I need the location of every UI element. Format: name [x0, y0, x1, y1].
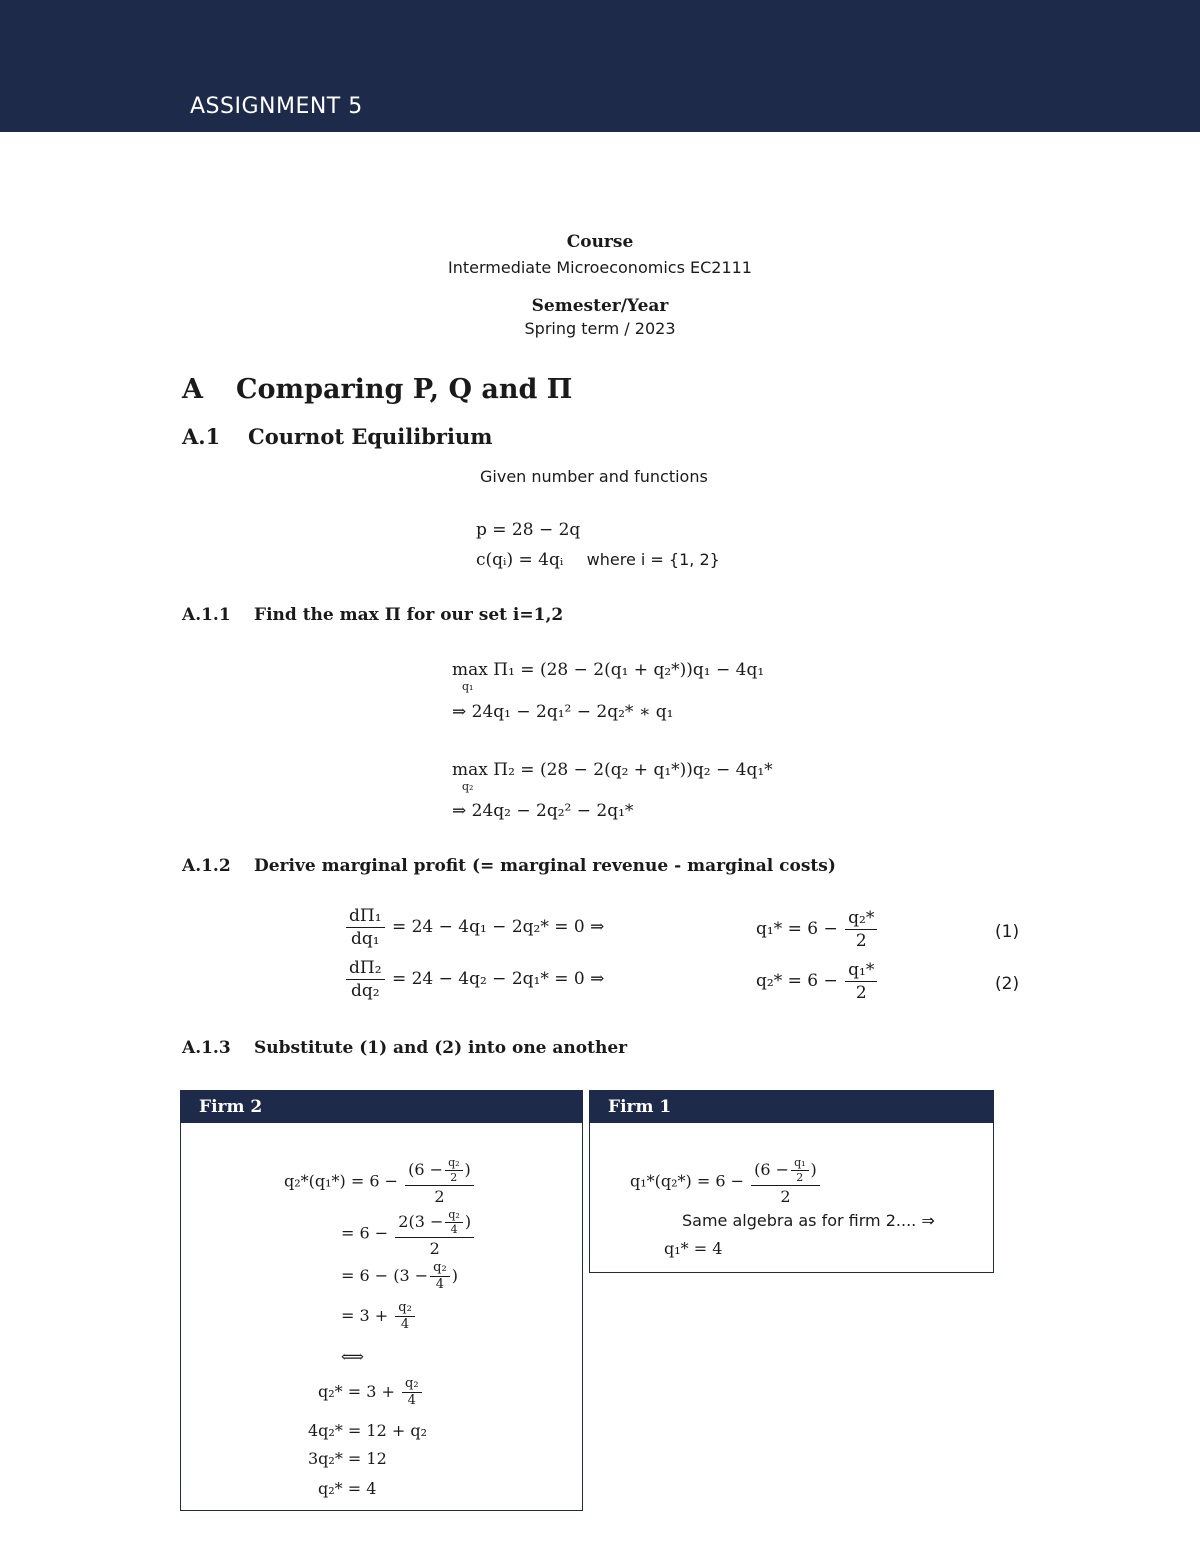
frac-denominator: 2 [796, 1171, 804, 1184]
profit-expansion-firm1: ⇒ 24q₁ − 2q₁² − 2q₂* ∗ q₁ [452, 702, 674, 722]
section-title: Comparing P, Q and Π [236, 374, 573, 405]
semester-label: Semester/Year [531, 296, 669, 316]
marginal-profit-eq2 [344, 958, 604, 1001]
max-subscript-q2: q₂ [462, 780, 474, 793]
firm1-box-header: Firm 1 [590, 1091, 993, 1123]
max-profit-firm2: max Π₂ = (28 − 2(q₂ + q₁*))q₂ − 4q₁* [452, 760, 773, 780]
line-text: ) [810, 1160, 817, 1179]
firm1-box [589, 1090, 994, 1273]
frac-numerator: q₂ [402, 1377, 422, 1393]
given-text: Given number and functions [480, 467, 708, 486]
frac-numerator: q₂ [445, 1209, 462, 1223]
where-clause: where i = {1, 2} [586, 550, 720, 569]
line-text: q₂*(q₁*) = 6 − [284, 1171, 399, 1191]
subsubsection-title: Find the max Π for our set i=1,2 [254, 605, 564, 625]
firm1-line1 [630, 1157, 822, 1207]
line-text: 2(3 − [398, 1212, 444, 1231]
line-text: ) [451, 1266, 458, 1285]
line-text: q₁*(q₂*) = 6 − [630, 1171, 745, 1191]
cost-function: c(qᵢ) = 4qᵢ [476, 550, 564, 570]
semester-value: Spring term / 2023 [524, 319, 676, 338]
subsection-title: Cournot Equilibrium [248, 424, 493, 449]
frac-denominator: 2 [780, 1187, 791, 1206]
frac-numerator: q₂ [445, 1157, 462, 1171]
firm2-line3 [341, 1261, 458, 1292]
eq2-right: q₂* = 6 − [756, 971, 838, 991]
subsubsection-heading-a12 [182, 856, 836, 876]
line-text: (6 − [754, 1160, 790, 1179]
profit-expansion-firm2: ⇒ 24q₂ − 2q₂² − 2q₁* [452, 801, 634, 821]
assignment-title: ASSIGNMENT 5 [190, 94, 363, 119]
eq1-left: = 24 − 4q₁ − 2q₂* = 0 ⇒ [391, 917, 605, 937]
firm2-line1 [284, 1157, 476, 1207]
line-text: = 6 − (3 − [341, 1266, 429, 1285]
firm2-line8: 3q₂* = 12 [308, 1449, 387, 1468]
subsubsection-number: A.1.1 [182, 605, 231, 625]
demand-equation: p = 28 − 2q [476, 520, 581, 540]
section-number: A [182, 374, 203, 405]
marginal-profit-eq1 [344, 906, 604, 949]
firm2-line6 [318, 1377, 424, 1408]
frac-denominator: 4 [407, 1393, 416, 1408]
line-text: q₂* = 3 + [318, 1382, 395, 1401]
frac-denominator: 2 [429, 1239, 440, 1258]
frac-numerator: q₂ [430, 1261, 450, 1277]
frac-numerator: dΠ₁ [346, 906, 385, 928]
firm1-note: Same algebra as for firm 2.... ⇒ [682, 1211, 935, 1230]
subsubsection-title: Substitute (1) and (2) into one another [254, 1038, 628, 1058]
subsection-number: A.1 [182, 424, 221, 449]
line-text: ) [464, 1160, 471, 1179]
max-subscript-q1: q₁ [462, 680, 474, 693]
best-response-firm1 [756, 908, 879, 951]
subsubsection-heading-a11 [182, 605, 563, 625]
frac-denominator: dq₂ [350, 981, 380, 1001]
firm2-line9: q₂* = 4 [318, 1479, 377, 1498]
header-bar [0, 0, 1200, 132]
firm2-iff: ⟺ [341, 1347, 364, 1366]
line-text: ) [464, 1212, 472, 1231]
frac-numerator: dΠ₂ [346, 958, 385, 980]
line-text: (6 − [408, 1160, 444, 1179]
eq2-left: = 24 − 4q₂ − 2q₁* = 0 ⇒ [391, 969, 605, 989]
line-text: = 6 − [341, 1223, 389, 1243]
frac-denominator: dq₁ [350, 929, 380, 949]
frac-denominator: 2 [855, 983, 867, 1003]
frac-denominator: 4 [450, 1223, 458, 1236]
subsubsection-number: A.1.3 [182, 1038, 231, 1058]
firm2-line7: 4q₂* = 12 + q₂ [308, 1421, 428, 1440]
cost-equation [476, 550, 720, 570]
section-heading [182, 374, 572, 405]
firm2-box-header: Firm 2 [181, 1091, 582, 1123]
equation-number-1: (1) [995, 922, 1020, 942]
firm2-line4 [341, 1301, 417, 1332]
course-label: Course [566, 232, 634, 252]
frac-numerator: q₁ [791, 1157, 808, 1171]
firm2-box [180, 1090, 583, 1511]
subsubsection-title: Derive marginal profit (= marginal revenue - marginal costs) [254, 856, 836, 876]
equation-number-2: (2) [995, 974, 1020, 994]
course-value: Intermediate Microeconomics EC2111 [448, 258, 752, 277]
max-profit-firm1: max Π₁ = (28 − 2(q₁ + q₂*))q₁ − 4q₁ [452, 660, 765, 680]
line-text: = 3 + [341, 1306, 389, 1325]
frac-denominator: 2 [450, 1171, 458, 1184]
eq1-right: q₁* = 6 − [756, 919, 838, 939]
frac-denominator: 4 [435, 1277, 445, 1292]
frac-denominator: 4 [400, 1317, 410, 1332]
subsection-heading [182, 424, 492, 449]
frac-numerator: q₂ [395, 1301, 415, 1317]
frac-numerator: q₁* [845, 960, 877, 982]
frac-denominator: 2 [855, 931, 867, 951]
frac-denominator: 2 [434, 1187, 445, 1206]
subsubsection-number: A.1.2 [182, 856, 231, 876]
frac-numerator: q₂* [845, 908, 877, 930]
firm2-line2 [341, 1209, 476, 1259]
best-response-firm2 [756, 960, 879, 1003]
subsubsection-heading-a13 [182, 1038, 627, 1058]
firm1-result: q₁* = 4 [664, 1239, 723, 1258]
